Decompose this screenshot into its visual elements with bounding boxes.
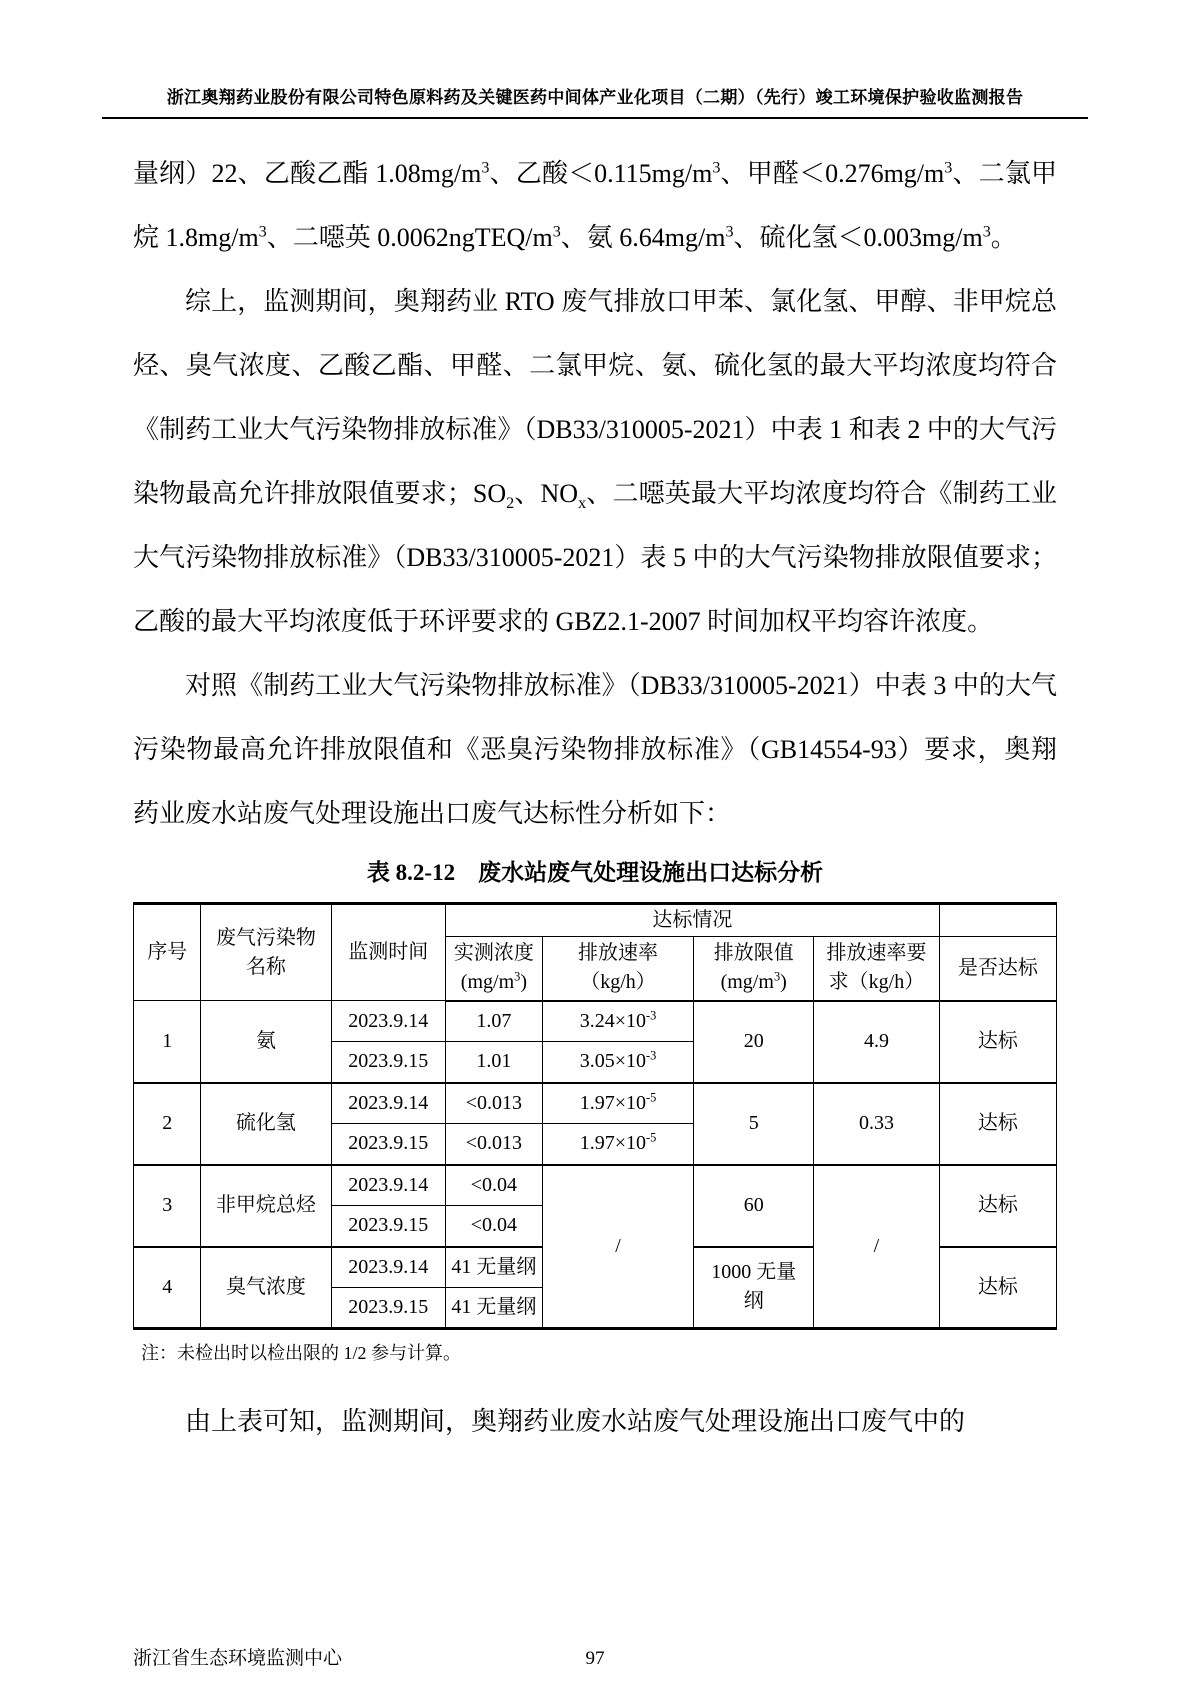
r34-rate-merged: / [542, 1165, 693, 1329]
paragraph-comparison: 对照《制药工业大气污染物排放标准》（DB33/310005-2021）中表 3 中的大气污染物最高允许排放限值和《恶臭污染物排放标准》（GB14554-93）要求，奥翔药业废水站废气处理设施出口废气达标性分析如下： [133, 671, 1057, 828]
r3-measured-1: <0.04 [445, 1165, 542, 1206]
compliance-table [133, 902, 1057, 1330]
r3-seq: 3 [134, 1165, 201, 1247]
r1-date-1: 2023.9.14 [331, 1001, 445, 1042]
r2-date-1: 2023.9.14 [331, 1083, 445, 1124]
r1-measured-1: 1.07 [445, 1001, 542, 1042]
header-pollutant-name: 废气污染物 名称 [201, 904, 331, 1001]
r4-date-1: 2023.9.14 [331, 1247, 445, 1288]
r4-seq: 4 [134, 1247, 201, 1329]
r1-seq: 1 [134, 1001, 201, 1083]
r2-rate-1: $1.97\times 10^{-5}$ [542, 1083, 693, 1124]
table-row-1a [134, 1001, 1057, 1042]
r2-measured-2: <0.013 [445, 1124, 542, 1165]
r3-date-2: 2023.9.15 [331, 1206, 445, 1247]
table-title: 表 8.2-12 废水站废气处理设施出口达标分析 [366, 860, 824, 885]
table-note: 注：未检出时以检出限的 1/2 参与计算。 [141, 1343, 461, 1363]
header-measured-concentration: 实测浓度 $(mg/m^3)$ [445, 937, 542, 1001]
page-header [102, 0, 1088, 119]
r4-pollutant: 臭气浓度 [201, 1247, 331, 1329]
r4-limit: 1000 无量 纲 [694, 1247, 814, 1329]
r1-date-2: 2023.9.15 [331, 1042, 445, 1083]
r1-limit: 20 [694, 1001, 814, 1083]
r1-measured-2: 1.01 [445, 1042, 542, 1083]
r2-seq: 2 [134, 1083, 201, 1165]
header-emission-limit: 排放限值 $(mg/m^3)$ [694, 937, 814, 1001]
r2-limit: 5 [694, 1083, 814, 1165]
paragraph-conclusion: 由上表可知，监测期间，奥翔药业废水站废气处理设施出口废气中的 [185, 1407, 966, 1436]
r3-limit: 60 [694, 1165, 814, 1247]
r3-pollutant: 非甲烷总烃 [201, 1165, 331, 1247]
header-emission-rate-requirement: 排放速率要 求（kg/h） [814, 937, 940, 1001]
r1-rate-1: $3.24\times 10^{-3}$ [542, 1001, 693, 1042]
footer-page-number: 97 [585, 1648, 605, 1669]
r4-verdict: 达标 [939, 1247, 1056, 1329]
table-header-row-1 [134, 904, 1057, 937]
r34-rate-req-merged: / [814, 1165, 940, 1329]
header-seq: 序号 [134, 904, 201, 1001]
r1-rate-req: 4.9 [814, 1001, 940, 1083]
r4-measured-1: 41 无量纲 [445, 1247, 542, 1288]
r1-pollutant: 氨 [201, 1001, 331, 1083]
document-body [133, 118, 1057, 1454]
r2-measured-1: <0.013 [445, 1083, 542, 1124]
r2-verdict: 达标 [939, 1083, 1056, 1165]
header-compliance-verdict: 是否达标 [939, 937, 1056, 1001]
header-monitor-time: 监测时间 [331, 904, 445, 1001]
r3-measured-2: <0.04 [445, 1206, 542, 1247]
table-row-2a [134, 1083, 1057, 1124]
r3-verdict: 达标 [939, 1165, 1056, 1247]
r3-date-1: 2023.9.14 [331, 1165, 445, 1206]
header-compliance-status-spacer [939, 904, 1056, 937]
paragraph-summary: 综上，监测期间，奥翔药业 RTO 废气排放口甲苯、氯化氢、甲醇、非甲烷总烃、臭气浓度、乙酸乙酯、甲醛、二氯甲烷、氨、硫化氢的最大平均浓度均符合《制药工业大气污染物排放标准》（DB33/310005-2021）中表 1 和表 2 中的大气污染物最高允许排放限值要求；$SO_2$、$NO_x$、二噁英最大平均浓度均符合《制药工业大气污染物排放标准》（DB33/310005-2021）表 5 中的大气污染物排放限值要求；乙酸的最大平均浓度低于环评要求的 GBZ2.1-2007 时间加权平均容许浓度。 [133, 287, 1057, 636]
r2-rate-req: 0.33 [814, 1083, 940, 1165]
r2-date-2: 2023.9.15 [331, 1124, 445, 1165]
r2-pollutant: 硫化氢 [201, 1083, 331, 1165]
footer-organization: 浙江省生态环境监测中心 [133, 1648, 343, 1669]
header-emission-rate: 排放速率 （kg/h） [542, 937, 693, 1001]
r4-measured-2: 41 无量纲 [445, 1288, 542, 1329]
r1-verdict: 达标 [939, 1001, 1056, 1083]
r1-rate-2: $3.05\times 10^{-3}$ [542, 1042, 693, 1083]
table-row-3a [134, 1165, 1057, 1206]
header-compliance-status: 达标情况 [445, 904, 939, 937]
paragraph-continuation: 量纲）22、乙酸乙酯 $1.08mg/m^3$、乙酸$<0.115mg/m^3$、甲醛$<0.276mg/m^3$、二氯甲烷 $1.8mg/m^3$、二噁英 $0.0062ngTEQ/m^3$、氨 $6.64mg/m^3$、硫化氢$<0.003mg/m^3$。 [133, 159, 1057, 252]
page-header-title: 浙江奥翔药业股份有限公司特色原料药及关键医药中间体产业化项目（二期）（先行）竣工环境保护验收监测报告 [166, 88, 1024, 107]
r4-date-2: 2023.9.15 [331, 1288, 445, 1329]
r2-rate-2: $1.97\times 10^{-5}$ [542, 1124, 693, 1165]
